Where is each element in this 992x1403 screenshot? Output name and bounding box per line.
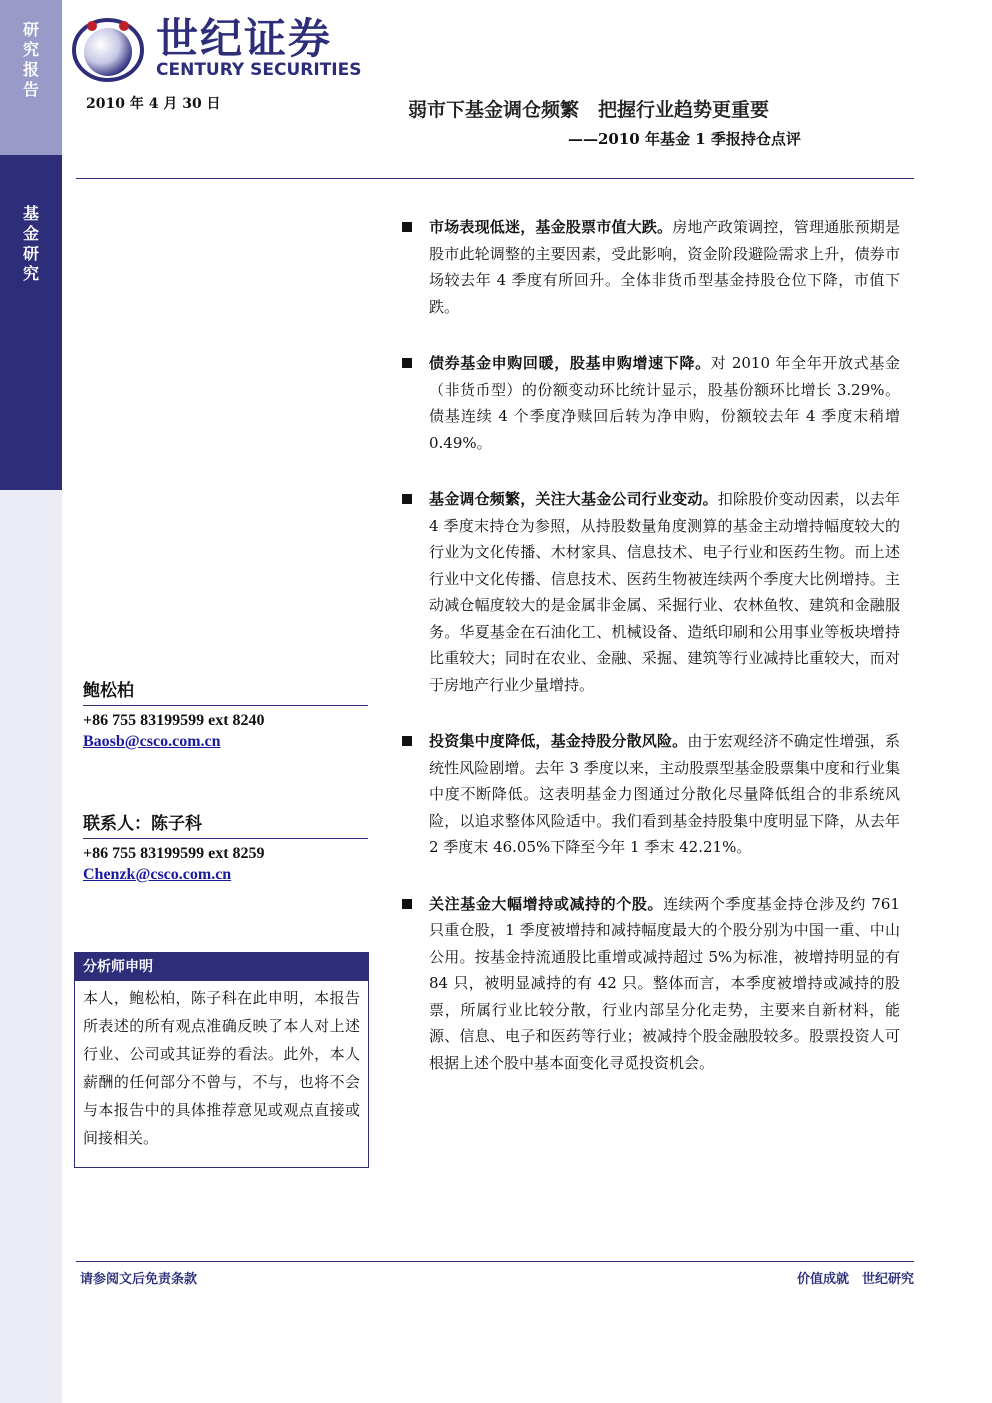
analyst-phone: +86 755 83199599 ext 8240 bbox=[83, 712, 265, 729]
key-points-column bbox=[400, 214, 900, 1106]
report-date: 2010 年 4 月 30 日 bbox=[86, 96, 221, 112]
contact-person bbox=[83, 813, 368, 885]
report-title: 弱市下基金调仓频繁 把握行业趋势更重要 bbox=[408, 99, 770, 121]
bullet-square-icon bbox=[402, 736, 412, 746]
key-point-heading: 债券基金申购回暖，股基申购增速下降。 bbox=[429, 354, 711, 372]
logo-chinese-name: 世纪证券 bbox=[156, 14, 333, 63]
key-point bbox=[400, 350, 900, 456]
key-point-body: 房地产政策调控，管理通胀预期是股市此轮调整的主要因素，受此影响，资金阶段避险需求上升，债券市场较去年 4 季度有所回升。全体非货币型基金持股仓位下降，市值下跌。 bbox=[429, 218, 900, 316]
key-point bbox=[400, 728, 900, 861]
analyst-email-link[interactable]: Baosb@csco.com.cn bbox=[83, 733, 221, 750]
key-point-body: 由于宏观经济不确定性增强，系统性风险剧增。去年 3 季度以来，主动股票型基金股票集中度和行业集中度不断降低。这表明基金力图通过分散化尽量降低组合的非系统风险，以追求整体风险适中。我们看到基金持股集中度明显下降，从去年 2 季度末 46.05%下降至今年 1 季末 42.21%。 bbox=[429, 732, 900, 856]
analyst-name: 鲍松柏 bbox=[83, 680, 368, 706]
key-point-body: 对 2010 年全年开放式基金（非货币型）的份额变动环比统计显示，股基份额环比增长 3.29%。债基连续 4 个季度净赎回后转为净申购，份额较去年 4 季度末稍增 0.49%。 bbox=[429, 354, 900, 452]
key-point-heading: 投资集中度降低，基金持股分散风险。 bbox=[429, 732, 688, 750]
key-point-body: 扣除股价变动因素，以去年 4 季度末持仓为参照，从持股数量角度测算的基金主动增持幅度较大的行业为文化传播、木材家具、信息技术、电子行业和医药生物。而上述行业中文化传播、信息技术、医药生物被连续两个季度大比例增持。主动减仓幅度较大的是金属非金属、采掘行业、农林鱼牧、建筑和金融服务。华夏基金在石油化工、机械设备、造纸印刷和公用事业等板块增持比重较大；同时在农业、金融、采掘、建筑等行业减持比重较大，而对于房地产行业少量增持。 bbox=[429, 490, 900, 694]
key-point-heading: 关注基金大幅增持或减持的个股。 bbox=[429, 894, 664, 913]
header-divider bbox=[76, 178, 914, 179]
key-point-heading: 市场表现低迷，基金股票市值大跌。 bbox=[429, 218, 673, 236]
bullet-square-icon bbox=[402, 899, 412, 909]
sidebar-section-label: 基 金 研 究 bbox=[22, 204, 39, 283]
company-logo bbox=[70, 14, 390, 84]
sidebar-report-type-label: 研 究 报 告 bbox=[22, 20, 39, 99]
footer-divider bbox=[76, 1261, 914, 1262]
contact-email-link[interactable]: Chenzk@csco.com.cn bbox=[83, 866, 232, 883]
logo-english-name: CENTURY SECURITIES bbox=[156, 60, 362, 80]
report-subtitle: ——2010 年基金 1 季报持仓点评 bbox=[568, 130, 801, 148]
key-point bbox=[400, 486, 900, 698]
declaration-text: 本人，鲍松柏，陈子科在此申明，本报告所表述的所有观点准确反映了本人对上述行业、公司或其证券的看法。此外，本人薪酬的任何部分不曾与，不与，也将不会与本报告中的具体推荐意见或观点直接或间接相关。 bbox=[83, 989, 360, 1147]
contact-name: 联系人：陈子科 bbox=[83, 813, 368, 839]
disclaimer-note: 请参阅文后免责条款 bbox=[80, 1272, 198, 1287]
bullet-square-icon bbox=[402, 358, 412, 368]
key-point-body: 连续两个季度基金持仓涉及约 761 只重仓股，1 季度被增持和减持幅度最大的个股分别为中国一重、中山公用。按基金持流通股比重增或减持超过 5%为标准，被增持明显的有 84 只，被明显减持的有 42 只。整体而言，本季度被增持或减持的股票，所属行业比较分散，行业内部呈分化走势，主要来自新材料，能源、信息、电子和医药等行业；被减持个股金融股较多。股票投资人可根据上述个股中基本面变化寻觅投资机会。 bbox=[429, 894, 900, 1072]
analyst-contact bbox=[83, 680, 368, 752]
key-point bbox=[400, 214, 900, 320]
logo-globe-icon bbox=[70, 14, 146, 84]
contact-phone: +86 755 83199599 ext 8259 bbox=[83, 845, 265, 862]
bullet-square-icon bbox=[402, 222, 412, 232]
key-point-heading: 基金调仓频繁，关注大基金公司行业变动。 bbox=[429, 490, 718, 508]
bullet-square-icon bbox=[402, 494, 412, 504]
company-slogan: 价值成就 世纪研究 bbox=[796, 1272, 914, 1287]
declaration-title: 分析师申明 bbox=[75, 953, 368, 981]
key-point bbox=[400, 891, 900, 1077]
analyst-declaration-box bbox=[74, 952, 369, 1168]
